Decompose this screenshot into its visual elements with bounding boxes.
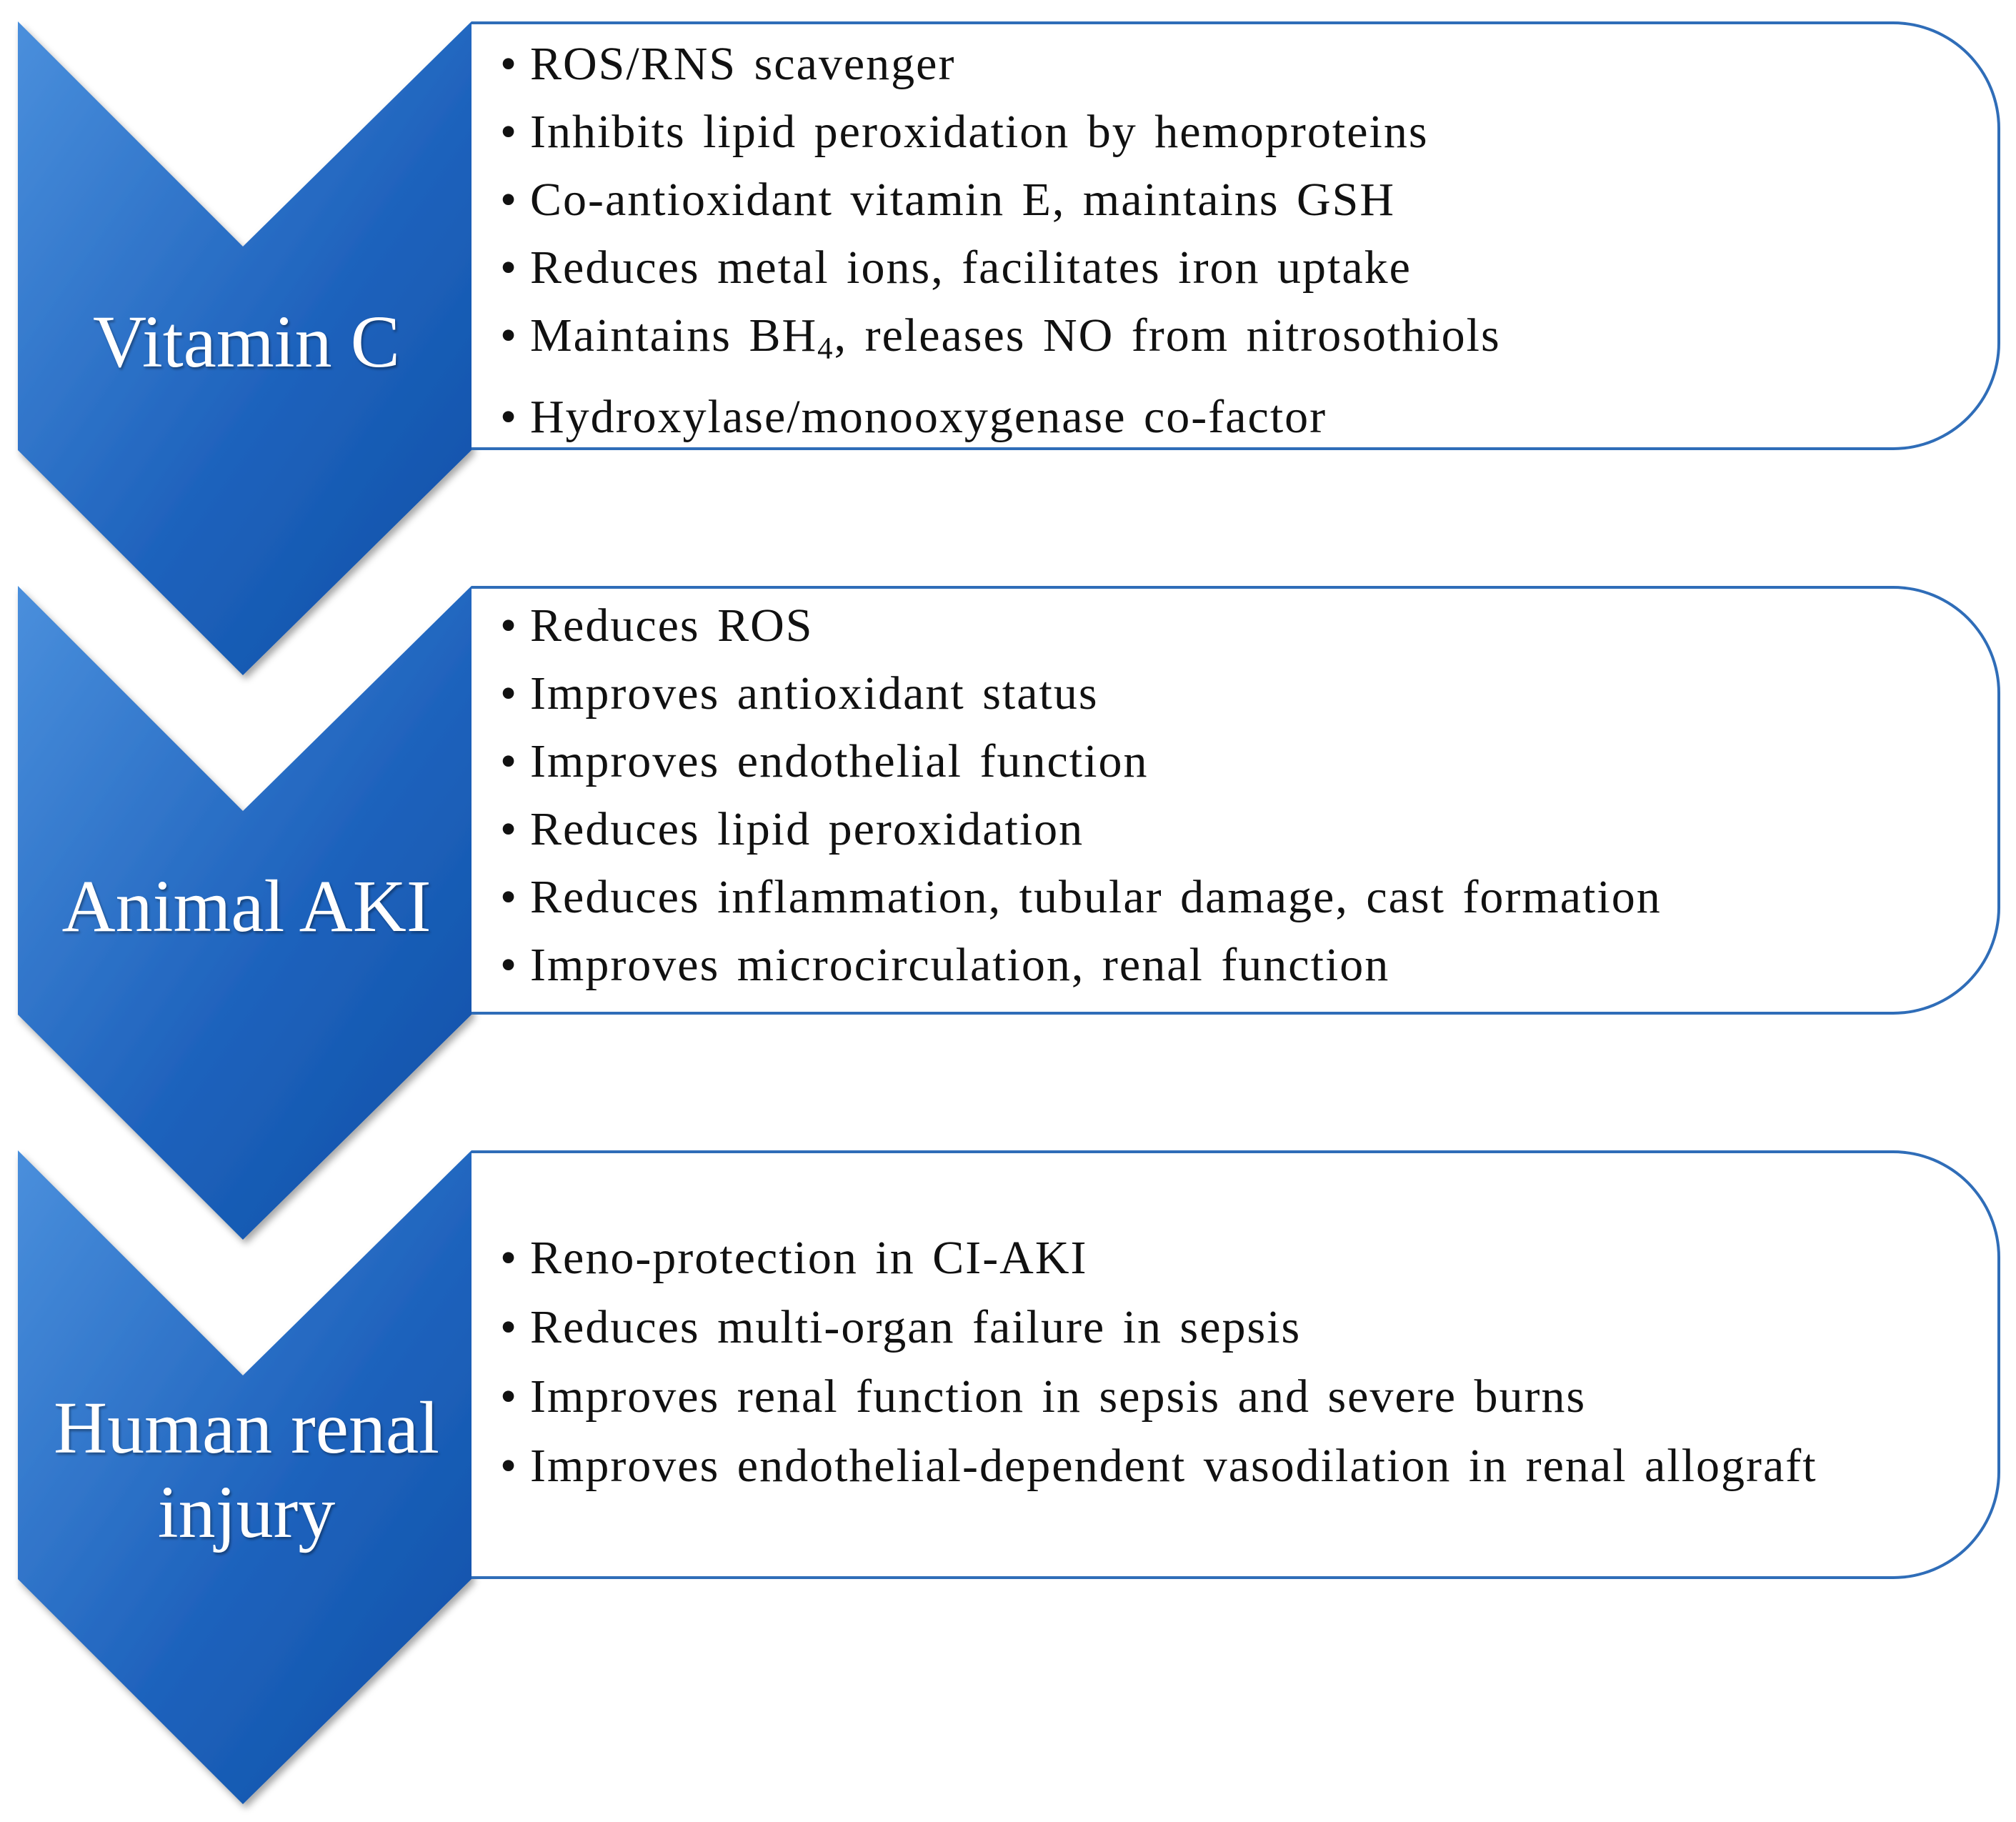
list-item: • Improves endothelial function xyxy=(500,727,1662,795)
stage-label-human-renal-injury xyxy=(18,1386,475,1555)
list-item: • Reduces multi-organ failure in sepsis xyxy=(500,1293,1817,1362)
bh4-prefix: Maintains BH xyxy=(530,309,818,362)
list-item: • Reduces lipid peroxidation xyxy=(500,795,1662,863)
list-item: • Improves renal function in sepsis and severe burns xyxy=(500,1362,1817,1431)
list-item: • Reduces metal ions, facilitates iron uptake xyxy=(500,234,1501,302)
list-item: • Hydroxylase/monooxygenase co-factor xyxy=(500,383,1501,451)
bh4-subscript: 4 xyxy=(817,332,834,366)
list-item: • Improves microcirculation, renal function xyxy=(500,931,1662,999)
bullet-list-human-renal-injury xyxy=(500,1223,1817,1500)
list-item: • Co-antioxidant vitamin E, maintains GSH xyxy=(500,166,1501,234)
list-item-bh4 xyxy=(500,302,1501,383)
list-item: • ROS/RNS scavenger xyxy=(500,30,1501,98)
bullet-list-animal-aki xyxy=(500,592,1662,999)
list-item: • Improves antioxidant status xyxy=(500,659,1662,727)
list-item: • Inhibits lipid peroxidation by hemoproteins xyxy=(500,98,1501,166)
bh4-suffix: , releases NO from nitrosothiols xyxy=(834,309,1501,362)
list-item: • Reduces ROS xyxy=(500,592,1662,659)
list-item: • Reno-protection in CI-AKI xyxy=(500,1223,1817,1293)
stage-label-animal-aki: Animal AKI xyxy=(61,865,431,947)
list-item: • Improves endothelial-dependent vasodilation in renal allograft xyxy=(500,1431,1817,1500)
list-item: • Reduces inflammation, tubular damage, cast formation xyxy=(500,863,1662,931)
stage-label-vitamin-c: Vitamin C xyxy=(93,301,400,383)
stage-label-line-1: Human renal xyxy=(53,1387,439,1469)
stage-label-line-2: injury xyxy=(157,1471,336,1553)
bullet-list-vitamin-c xyxy=(500,30,1501,451)
